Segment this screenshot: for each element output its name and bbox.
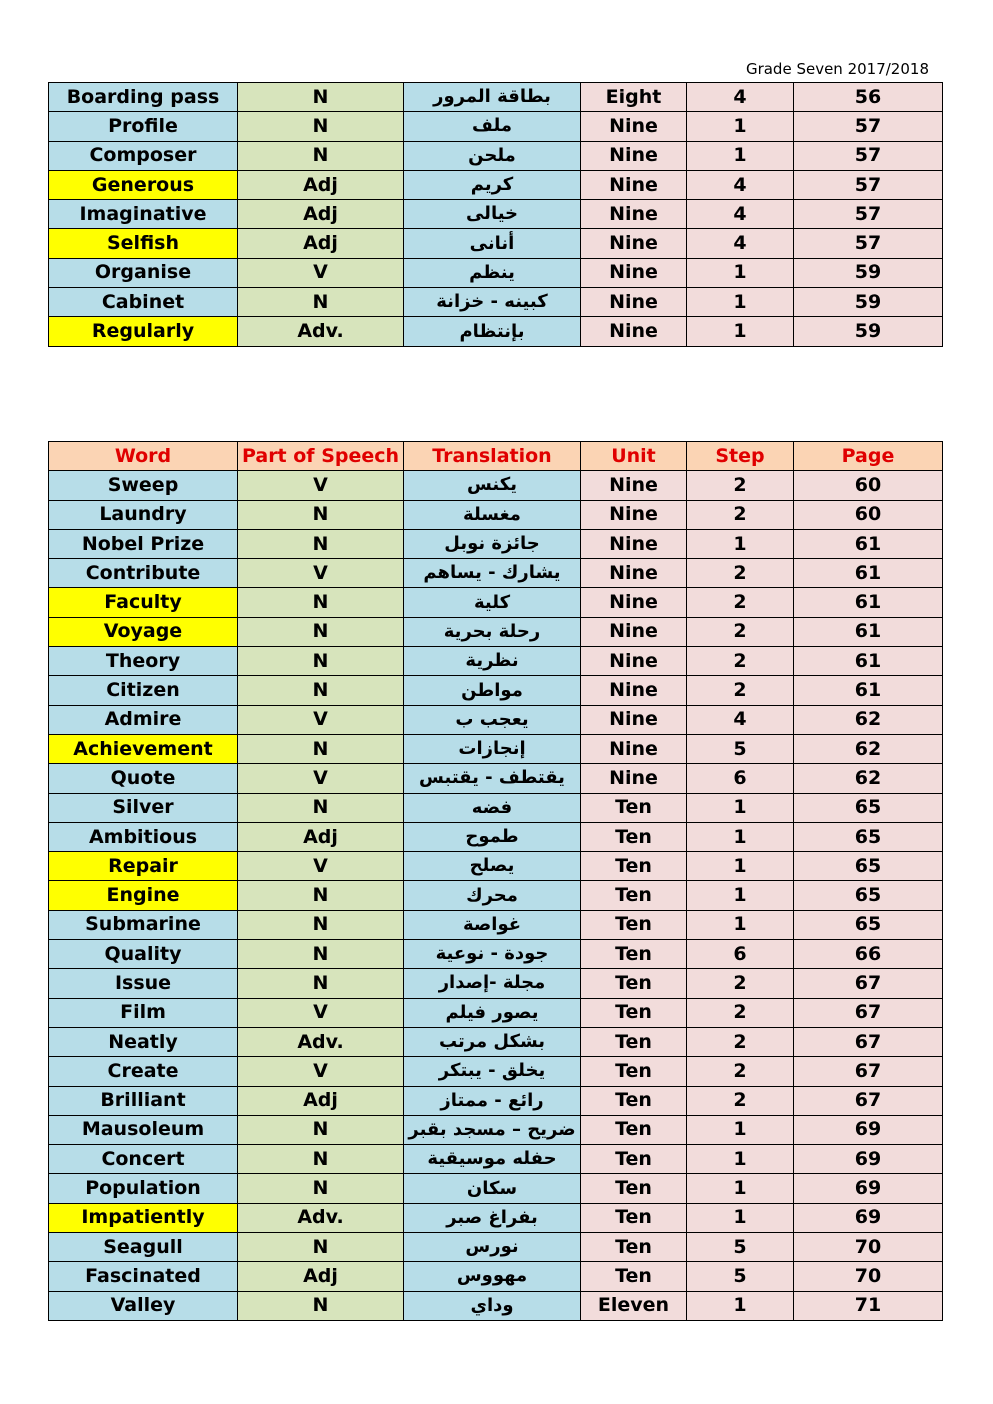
part-of-speech-cell: N [238, 676, 404, 705]
word-cell: Cabinet [49, 288, 238, 317]
header-unit: Unit [581, 442, 687, 471]
header-page: Page [794, 442, 943, 471]
word-cell: Mausoleum [49, 1115, 238, 1144]
part-of-speech-cell: N [238, 1291, 404, 1320]
translation-cell: جودة - نوعية [404, 940, 581, 969]
step-cell: 1 [687, 288, 794, 317]
table-row [49, 793, 943, 822]
table-row [49, 170, 943, 199]
unit-cell: Nine [581, 141, 687, 170]
part-of-speech-cell: N [238, 910, 404, 939]
page-cell: 67 [794, 969, 943, 998]
step-cell: 1 [687, 529, 794, 558]
part-of-speech-cell: N [238, 1145, 404, 1174]
word-cell: Valley [49, 1291, 238, 1320]
page-cell: 57 [794, 229, 943, 258]
table-row [49, 112, 943, 141]
step-cell: 4 [687, 229, 794, 258]
table-row [49, 852, 943, 881]
step-cell: 4 [687, 200, 794, 229]
word-cell: Neatly [49, 1027, 238, 1056]
unit-cell: Nine [581, 471, 687, 500]
step-cell: 5 [687, 1262, 794, 1291]
word-cell: Fascinated [49, 1262, 238, 1291]
step-cell: 1 [687, 793, 794, 822]
part-of-speech-cell: N [238, 588, 404, 617]
unit-cell: Nine [581, 200, 687, 229]
vocabulary-table-1-body [49, 83, 943, 347]
unit-cell: Nine [581, 258, 687, 287]
vocabulary-table-1 [48, 82, 943, 347]
translation-cell: رائع - ممتاز [404, 1086, 581, 1115]
page-cell: 62 [794, 705, 943, 734]
word-cell: Engine [49, 881, 238, 910]
page-cell: 62 [794, 734, 943, 763]
word-cell: Repair [49, 852, 238, 881]
table-row [49, 141, 943, 170]
translation-cell: يخلق - يبتكر [404, 1057, 581, 1086]
unit-cell: Ten [581, 1027, 687, 1056]
unit-cell: Ten [581, 852, 687, 881]
table-row [49, 317, 943, 346]
step-cell: 4 [687, 83, 794, 112]
page-cell: 57 [794, 200, 943, 229]
page-cell: 69 [794, 1145, 943, 1174]
translation-cell: وداي [404, 1291, 581, 1320]
word-cell: Admire [49, 705, 238, 734]
page-cell: 65 [794, 852, 943, 881]
unit-cell: Nine [581, 734, 687, 763]
step-cell: 1 [687, 852, 794, 881]
word-cell: Submarine [49, 910, 238, 939]
translation-cell: يشارك - يساهم [404, 559, 581, 588]
translation-cell: ينظم [404, 258, 581, 287]
word-cell: Film [49, 998, 238, 1027]
page-cell: 69 [794, 1115, 943, 1144]
part-of-speech-cell: N [238, 112, 404, 141]
translation-cell: محرك [404, 881, 581, 910]
step-cell: 1 [687, 112, 794, 141]
part-of-speech-cell: N [238, 1233, 404, 1262]
table-row [49, 200, 943, 229]
translation-cell: يقتطف - يقتبس [404, 764, 581, 793]
translation-cell: مواطن [404, 676, 581, 705]
page-cell: 70 [794, 1233, 943, 1262]
page-cell: 61 [794, 588, 943, 617]
translation-cell: خيالى [404, 200, 581, 229]
translation-cell: مجلة -إصدار [404, 969, 581, 998]
page-cell: 61 [794, 559, 943, 588]
word-cell: Brilliant [49, 1086, 238, 1115]
unit-cell: Ten [581, 969, 687, 998]
part-of-speech-cell: Adv. [238, 317, 404, 346]
page-cell: 71 [794, 1291, 943, 1320]
page-cell: 60 [794, 500, 943, 529]
unit-cell: Ten [581, 910, 687, 939]
word-cell: Contribute [49, 559, 238, 588]
table-row [49, 1145, 943, 1174]
table-row [49, 1027, 943, 1056]
page-cell: 57 [794, 141, 943, 170]
word-cell: Ambitious [49, 822, 238, 851]
part-of-speech-cell: V [238, 258, 404, 287]
translation-cell: أنانى [404, 229, 581, 258]
word-cell: Theory [49, 647, 238, 676]
word-cell: Citizen [49, 676, 238, 705]
word-cell: Achievement [49, 734, 238, 763]
part-of-speech-cell: Adj [238, 1086, 404, 1115]
translation-cell: فضه [404, 793, 581, 822]
page-cell: 61 [794, 617, 943, 646]
table-row [49, 998, 943, 1027]
step-cell: 2 [687, 559, 794, 588]
page-cell: 67 [794, 998, 943, 1027]
table-row [49, 1086, 943, 1115]
table-row [49, 229, 943, 258]
table-row [49, 588, 943, 617]
part-of-speech-cell: N [238, 141, 404, 170]
part-of-speech-cell: Adj [238, 229, 404, 258]
page-cell: 62 [794, 764, 943, 793]
table-row [49, 1262, 943, 1291]
part-of-speech-cell: N [238, 940, 404, 969]
translation-cell: كلية [404, 588, 581, 617]
unit-cell: Nine [581, 500, 687, 529]
word-cell: Quality [49, 940, 238, 969]
table-row [49, 676, 943, 705]
page-cell: 59 [794, 258, 943, 287]
translation-cell: بطاقة المرور [404, 83, 581, 112]
unit-cell: Ten [581, 1057, 687, 1086]
table-row [49, 910, 943, 939]
translation-cell: مغسلة [404, 500, 581, 529]
step-cell: 2 [687, 471, 794, 500]
table-row [49, 1233, 943, 1262]
translation-cell: إنجازات [404, 734, 581, 763]
unit-cell: Nine [581, 588, 687, 617]
vocabulary-table-2-body [49, 471, 943, 1321]
translation-cell: يصلح [404, 852, 581, 881]
unit-cell: Ten [581, 940, 687, 969]
part-of-speech-cell: N [238, 500, 404, 529]
part-of-speech-cell: N [238, 83, 404, 112]
unit-cell: Ten [581, 1115, 687, 1144]
table-row [49, 764, 943, 793]
step-cell: 4 [687, 170, 794, 199]
part-of-speech-cell: N [238, 969, 404, 998]
part-of-speech-cell: V [238, 1057, 404, 1086]
part-of-speech-cell: V [238, 852, 404, 881]
word-cell: Sweep [49, 471, 238, 500]
step-cell: 2 [687, 647, 794, 676]
translation-cell: ملحن [404, 141, 581, 170]
word-cell: Quote [49, 764, 238, 793]
part-of-speech-cell: V [238, 998, 404, 1027]
unit-cell: Ten [581, 822, 687, 851]
header-part-of-speech: Part of Speech [238, 442, 404, 471]
part-of-speech-cell: Adj [238, 200, 404, 229]
step-cell: 1 [687, 822, 794, 851]
unit-cell: Ten [581, 998, 687, 1027]
unit-cell: Eleven [581, 1291, 687, 1320]
step-cell: 2 [687, 617, 794, 646]
table-row [49, 822, 943, 851]
part-of-speech-cell: N [238, 734, 404, 763]
word-cell: Selfish [49, 229, 238, 258]
table-row [49, 705, 943, 734]
part-of-speech-cell: V [238, 764, 404, 793]
translation-cell: حفله موسيقية [404, 1145, 581, 1174]
vocabulary-table-2 [48, 441, 943, 1321]
table-row [49, 258, 943, 287]
translation-cell: مهووس [404, 1262, 581, 1291]
header-row [49, 442, 943, 471]
step-cell: 2 [687, 1057, 794, 1086]
translation-cell: كبينه - خزانة [404, 288, 581, 317]
word-cell: Seagull [49, 1233, 238, 1262]
step-cell: 1 [687, 1145, 794, 1174]
step-cell: 5 [687, 734, 794, 763]
word-cell: Composer [49, 141, 238, 170]
part-of-speech-cell: N [238, 1115, 404, 1144]
page-cell: 60 [794, 471, 943, 500]
unit-cell: Ten [581, 1174, 687, 1203]
word-cell: Regularly [49, 317, 238, 346]
unit-cell: Nine [581, 764, 687, 793]
translation-cell: يصور فيلم [404, 998, 581, 1027]
step-cell: 6 [687, 940, 794, 969]
word-cell: Concert [49, 1145, 238, 1174]
table-row [49, 1203, 943, 1232]
step-cell: 5 [687, 1233, 794, 1262]
part-of-speech-cell: V [238, 471, 404, 500]
page-cell: 69 [794, 1203, 943, 1232]
unit-cell: Nine [581, 617, 687, 646]
page-cell: 65 [794, 881, 943, 910]
unit-cell: Ten [581, 1262, 687, 1291]
word-cell: Impatiently [49, 1203, 238, 1232]
word-cell: Laundry [49, 500, 238, 529]
translation-cell: يعجب ب [404, 705, 581, 734]
unit-cell: Ten [581, 1145, 687, 1174]
translation-cell: ملف [404, 112, 581, 141]
unit-cell: Nine [581, 229, 687, 258]
unit-cell: Nine [581, 288, 687, 317]
step-cell: 1 [687, 910, 794, 939]
page-cell: 67 [794, 1027, 943, 1056]
header-word: Word [49, 442, 238, 471]
translation-cell: جائزة نوبل [404, 529, 581, 558]
unit-cell: Nine [581, 647, 687, 676]
page-cell: 67 [794, 1057, 943, 1086]
translation-cell: بإنتظام [404, 317, 581, 346]
unit-cell: Nine [581, 676, 687, 705]
table-row [49, 500, 943, 529]
unit-cell: Nine [581, 317, 687, 346]
translation-cell: بفراغ صبر [404, 1203, 581, 1232]
unit-cell: Eight [581, 83, 687, 112]
page-cell: 70 [794, 1262, 943, 1291]
step-cell: 2 [687, 676, 794, 705]
part-of-speech-cell: N [238, 617, 404, 646]
page-cell: 57 [794, 112, 943, 141]
table-row [49, 881, 943, 910]
grade-label: Grade Seven 2017/2018 [745, 60, 929, 78]
part-of-speech-cell: N [238, 881, 404, 910]
header-translation: Translation [404, 442, 581, 471]
word-cell: Nobel Prize [49, 529, 238, 558]
step-cell: 2 [687, 969, 794, 998]
table-row [49, 1174, 943, 1203]
page-cell: 65 [794, 910, 943, 939]
header-step: Step [687, 442, 794, 471]
unit-cell: Nine [581, 559, 687, 588]
part-of-speech-cell: N [238, 288, 404, 317]
unit-cell: Ten [581, 1086, 687, 1115]
page-cell: 61 [794, 676, 943, 705]
step-cell: 2 [687, 500, 794, 529]
part-of-speech-cell: Adj [238, 1262, 404, 1291]
table-row [49, 940, 943, 969]
page-cell: 66 [794, 940, 943, 969]
part-of-speech-cell: Adj [238, 822, 404, 851]
page-cell: 57 [794, 170, 943, 199]
table-row [49, 647, 943, 676]
table-row [49, 559, 943, 588]
word-cell: Voyage [49, 617, 238, 646]
word-cell: Create [49, 1057, 238, 1086]
step-cell: 1 [687, 317, 794, 346]
part-of-speech-cell: Adj [238, 170, 404, 199]
step-cell: 1 [687, 1115, 794, 1144]
step-cell: 1 [687, 1291, 794, 1320]
part-of-speech-cell: N [238, 647, 404, 676]
unit-cell: Nine [581, 705, 687, 734]
step-cell: 1 [687, 1203, 794, 1232]
table-row [49, 83, 943, 112]
part-of-speech-cell: Adv. [238, 1203, 404, 1232]
part-of-speech-cell: Adv. [238, 1027, 404, 1056]
step-cell: 1 [687, 258, 794, 287]
unit-cell: Nine [581, 112, 687, 141]
part-of-speech-cell: V [238, 559, 404, 588]
word-cell: Generous [49, 170, 238, 199]
unit-cell: Nine [581, 170, 687, 199]
unit-cell: Ten [581, 1203, 687, 1232]
part-of-speech-cell: N [238, 793, 404, 822]
translation-cell: كريم [404, 170, 581, 199]
word-cell: Imaginative [49, 200, 238, 229]
unit-cell: Ten [581, 1233, 687, 1262]
page-cell: 59 [794, 317, 943, 346]
word-cell: Profile [49, 112, 238, 141]
step-cell: 1 [687, 881, 794, 910]
step-cell: 2 [687, 1027, 794, 1056]
word-cell: Faculty [49, 588, 238, 617]
word-cell: Boarding pass [49, 83, 238, 112]
step-cell: 2 [687, 998, 794, 1027]
word-cell: Issue [49, 969, 238, 998]
unit-cell: Ten [581, 881, 687, 910]
word-cell: Population [49, 1174, 238, 1203]
step-cell: 2 [687, 1086, 794, 1115]
step-cell: 6 [687, 764, 794, 793]
table-row [49, 1291, 943, 1320]
table-row [49, 617, 943, 646]
translation-cell: ضريح – مسجد بقبر [404, 1115, 581, 1144]
word-cell: Organise [49, 258, 238, 287]
page-cell: 69 [794, 1174, 943, 1203]
unit-cell: Ten [581, 793, 687, 822]
table-row [49, 734, 943, 763]
page-cell: 61 [794, 529, 943, 558]
table-row [49, 1115, 943, 1144]
translation-cell: طموح [404, 822, 581, 851]
step-cell: 2 [687, 588, 794, 617]
translation-cell: يكنس [404, 471, 581, 500]
table-row [49, 969, 943, 998]
part-of-speech-cell: V [238, 705, 404, 734]
part-of-speech-cell: N [238, 1174, 404, 1203]
step-cell: 1 [687, 1174, 794, 1203]
step-cell: 4 [687, 705, 794, 734]
step-cell: 1 [687, 141, 794, 170]
translation-cell: سكان [404, 1174, 581, 1203]
table-row [49, 529, 943, 558]
page-cell: 67 [794, 1086, 943, 1115]
word-cell: Silver [49, 793, 238, 822]
page-cell: 65 [794, 793, 943, 822]
page-cell: 56 [794, 83, 943, 112]
page-cell: 61 [794, 647, 943, 676]
translation-cell: رحلة بحرية [404, 617, 581, 646]
translation-cell: غواصة [404, 910, 581, 939]
page-cell: 65 [794, 822, 943, 851]
translation-cell: بشكل مرتب [404, 1027, 581, 1056]
table-row [49, 1057, 943, 1086]
table-row [49, 471, 943, 500]
table-row [49, 288, 943, 317]
page-cell: 59 [794, 288, 943, 317]
translation-cell: نظرية [404, 647, 581, 676]
unit-cell: Nine [581, 529, 687, 558]
part-of-speech-cell: N [238, 529, 404, 558]
translation-cell: نورس [404, 1233, 581, 1262]
